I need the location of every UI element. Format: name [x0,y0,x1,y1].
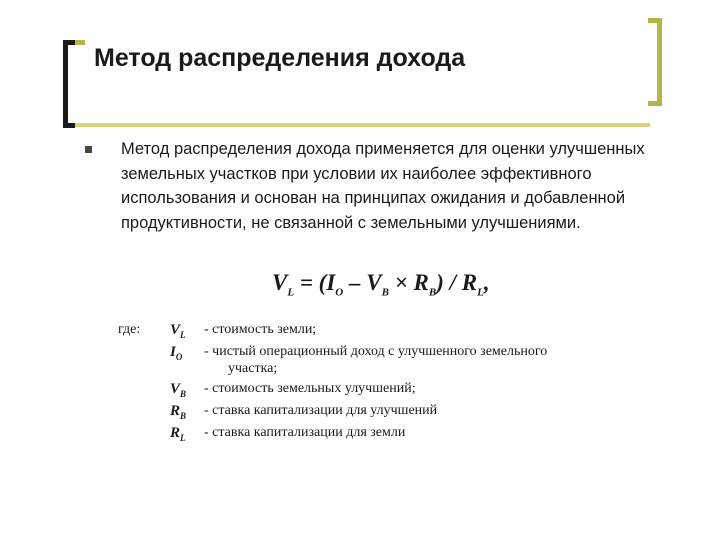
body-paragraph: Метод распределения дохода применяется для оценки улучшенных земельных участков при условии их наиболее эффективного использования и основан на принципах ожидания и добавленной продуктивности, не связанной с земельными улучшениями. [121,140,645,232]
legend-description: - стоимость земельных улучшений; [204,381,416,396]
square-bullet-icon [85,146,92,153]
legend-description: - ставка капитализации для земли [204,425,406,440]
right-bracket-decoration [648,18,662,106]
formula-vb-sub: B [381,286,389,299]
formula [272,270,490,299]
formula-io-sub: O [335,286,344,299]
formula-div: ) / R [436,270,478,295]
page-title: Метод распределения дохода [94,44,466,72]
formula-rl-sub: L [477,286,484,299]
legend-description-continued: участка; [228,361,278,376]
formula-eq: = (I [294,270,336,295]
legend-description: - ставка капитализации для улучшений [204,403,438,418]
formula-minus: – V [343,270,382,295]
formula-vl: V [272,270,288,295]
formula-end: , [483,270,490,295]
legend-symbol: $V_L$ [170,322,186,340]
legend-symbol: $V_B$ [170,381,187,399]
title-underline [75,123,650,127]
left-bracket-accent [75,40,85,50]
legend-description: - чистый операционный доход с улучшенного земельного [204,344,548,359]
formula-vl-sub: L [287,286,295,299]
legend-where-label: где: [118,322,141,337]
legend-symbol: $R_L$ [170,425,186,443]
formula-times: × R [388,270,429,295]
legend-description: - стоимость земли; [204,322,317,337]
left-bracket-decoration [63,40,75,128]
formula-rb-sub: B [428,286,437,299]
legend-symbol: $I_O$ [170,344,183,362]
legend-symbol: $R_B$ [170,403,187,421]
